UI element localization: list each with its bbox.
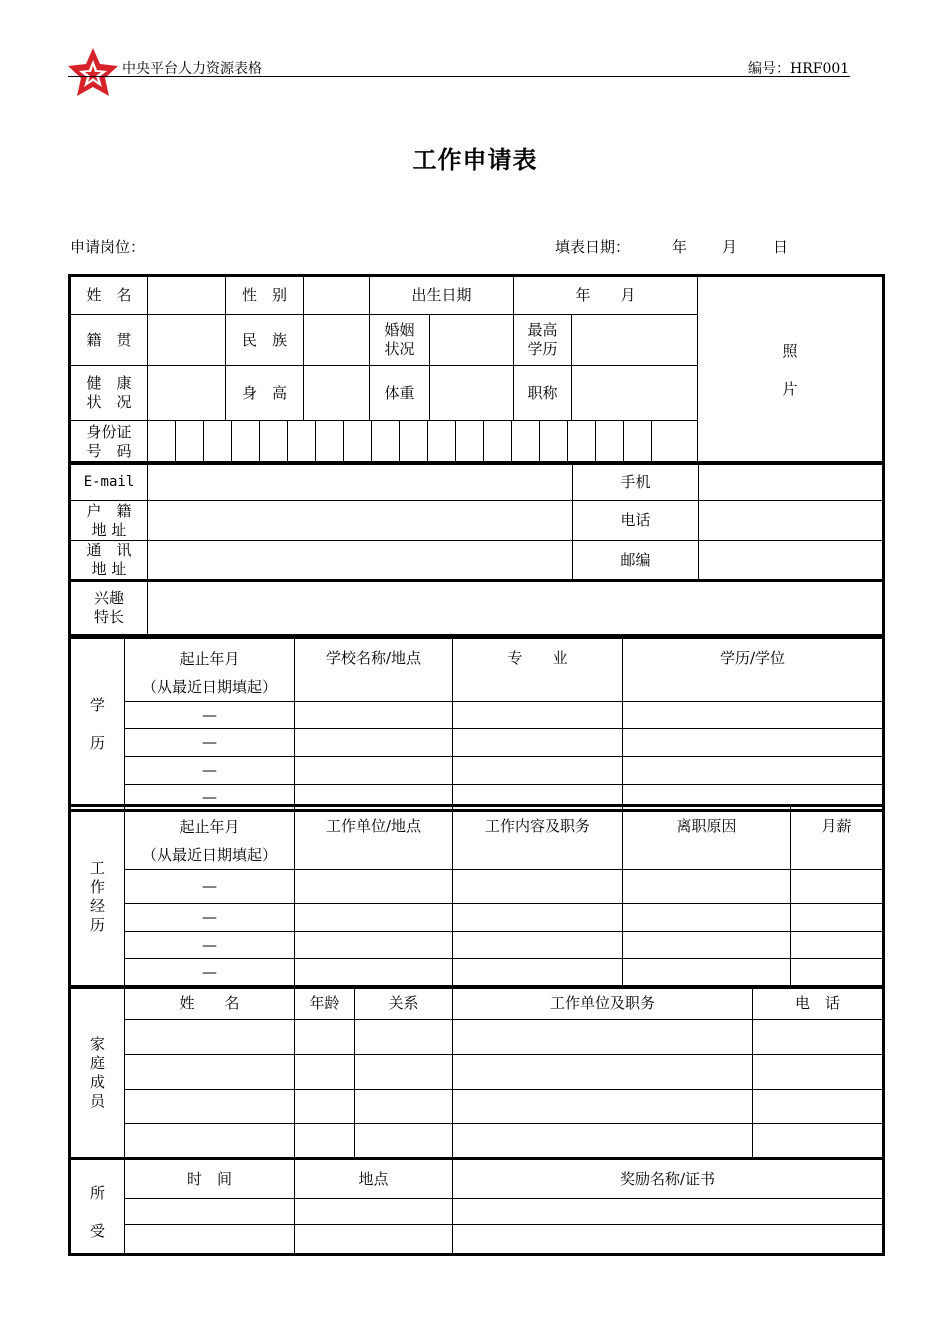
input-gender[interactable] [304, 276, 370, 315]
family-phone-input[interactable] [753, 1090, 884, 1124]
work-salary-input[interactable] [791, 904, 884, 932]
family-side-label [70, 987, 125, 1159]
edu-degree-input[interactable] [623, 702, 884, 729]
company-logo [66, 46, 120, 100]
id-1: 身份证 [86, 422, 132, 441]
awards-place-input[interactable] [295, 1199, 453, 1225]
edu-period-input[interactable]: — [125, 785, 295, 811]
position-label: 申请岗位： [70, 238, 146, 256]
id-digit[interactable] [596, 421, 624, 462]
awards-side-1: 所 [89, 1184, 105, 1202]
input-zip[interactable] [699, 541, 884, 581]
edu-degree-input[interactable] [623, 757, 884, 785]
label-title: 职称 [514, 366, 572, 421]
input-birth[interactable]: 年 月 [514, 276, 698, 315]
work-reason-input[interactable] [623, 904, 791, 932]
family-relation-input[interactable] [355, 1124, 453, 1159]
work-period-input[interactable]: — [125, 959, 295, 988]
family-age-input[interactable] [295, 1090, 355, 1124]
work-col-period [125, 806, 295, 870]
hukou-1: 户 籍 [86, 501, 132, 520]
work-duty-input[interactable] [453, 904, 623, 932]
input-height[interactable] [304, 366, 370, 421]
family-col-phone: 电 话 [753, 987, 884, 1020]
work-duty-input[interactable] [453, 932, 623, 959]
edu-period-input[interactable]: — [125, 729, 295, 757]
input-native[interactable] [148, 315, 226, 366]
education-side-label [70, 638, 125, 811]
health-1: 健 康 [86, 374, 132, 392]
label-edu [514, 315, 572, 366]
awards-award-input[interactable] [453, 1199, 884, 1225]
edu-1: 最高 [527, 321, 558, 339]
family-relation-input[interactable] [355, 1055, 453, 1090]
awards-table [68, 1157, 885, 1256]
edu-col-degree: 学历/学位 [623, 638, 884, 702]
edu-major-input[interactable] [453, 757, 623, 785]
work-period-input[interactable]: — [125, 904, 295, 932]
family-side-1: 家 [89, 1034, 105, 1053]
family-phone-input[interactable] [753, 1020, 884, 1055]
input-weight[interactable] [430, 366, 514, 421]
addr-2: 地 址 [91, 560, 127, 578]
work-period-input[interactable]: — [125, 870, 295, 904]
id-digit[interactable] [148, 421, 176, 462]
work-reason-input[interactable] [623, 932, 791, 959]
work-company-input[interactable] [295, 870, 453, 904]
label-hobby [70, 581, 148, 636]
id-digit[interactable] [372, 421, 400, 462]
label-mobile: 手机 [573, 463, 699, 501]
family-side-4: 员 [89, 1091, 105, 1110]
edu-period-input[interactable]: — [125, 702, 295, 729]
label-marital [370, 315, 430, 366]
label-birth: 出生日期 [370, 276, 514, 315]
education-table [68, 636, 885, 812]
id-digit[interactable] [456, 421, 484, 462]
work-period-label: 起止年月 [179, 818, 240, 836]
input-health[interactable] [148, 366, 226, 421]
input-hukou[interactable] [148, 501, 573, 541]
page-title: 工作申请表 [412, 146, 538, 174]
work-side-1: 工 [89, 858, 105, 877]
work-side-label [70, 806, 125, 988]
work-salary-input[interactable] [791, 959, 884, 988]
id-digit-grid [148, 421, 697, 462]
hukou-2: 地 址 [91, 520, 127, 539]
id-digit[interactable] [232, 421, 260, 462]
edu-2: 学历 [527, 340, 558, 358]
header-org: 中央平台人力资源表格 [122, 61, 262, 77]
label-weight: 体重 [370, 366, 430, 421]
header-rule [68, 76, 850, 77]
photo-label-1: 照 [782, 341, 798, 360]
edu-school-input[interactable] [295, 757, 453, 785]
work-side-4: 历 [89, 915, 105, 934]
edu-school-input[interactable] [295, 702, 453, 729]
edu-period-input[interactable]: — [125, 757, 295, 785]
edu-degree-input[interactable] [623, 729, 884, 757]
family-age-input[interactable] [295, 1055, 355, 1090]
id-digit[interactable] [484, 421, 512, 462]
id-2: 号 码 [86, 441, 132, 460]
work-period-input[interactable]: — [125, 932, 295, 959]
contact-table [68, 461, 885, 582]
awards-col-award: 奖励名称/证书 [453, 1159, 884, 1199]
family-name-input[interactable] [125, 1020, 295, 1055]
edu-col-period [125, 638, 295, 702]
id-digit[interactable] [316, 421, 344, 462]
label-native: 籍 贯 [70, 315, 148, 366]
date-month: 月 [722, 238, 738, 256]
awards-clip [66, 1157, 886, 1240]
input-edu[interactable] [572, 315, 698, 366]
date-day: 日 [773, 238, 789, 256]
edu-period-label: 起止年月 [179, 650, 240, 668]
label-gender: 性 别 [226, 276, 304, 315]
family-company-input[interactable] [453, 1124, 753, 1159]
marital-2: 状况 [384, 340, 415, 358]
date-year: 年 [672, 238, 688, 256]
label-email: E-mail [70, 463, 148, 501]
health-2: 状 况 [86, 393, 132, 411]
id-digit[interactable] [540, 421, 568, 462]
edu-period-note: （从最近日期填起） [141, 678, 277, 696]
work-reason-input[interactable] [623, 959, 791, 988]
label-id [70, 421, 148, 464]
work-side-2: 作 [89, 877, 105, 896]
basic-info-table [68, 274, 885, 465]
family-table [68, 985, 885, 1160]
input-mobile[interactable] [699, 463, 884, 501]
awards-col-time: 时 间 [125, 1159, 295, 1199]
family-company-input[interactable] [453, 1090, 753, 1124]
work-col-salary: 月薪 [791, 806, 884, 870]
id-digit[interactable] [176, 421, 204, 462]
input-email[interactable] [148, 463, 573, 501]
family-phone-input[interactable] [753, 1124, 884, 1159]
family-relation-input[interactable] [355, 1020, 453, 1055]
family-name-input[interactable] [125, 1124, 295, 1159]
edu-side-2: 历 [89, 734, 105, 752]
work-salary-input[interactable] [791, 932, 884, 959]
family-company-input[interactable] [453, 1020, 753, 1055]
awards-side-label [70, 1159, 125, 1255]
family-age-input[interactable] [295, 1020, 355, 1055]
edu-major-input[interactable] [453, 729, 623, 757]
id-number-field[interactable] [148, 421, 698, 464]
photo-label-2: 片 [782, 379, 798, 398]
family-side-3: 成 [89, 1072, 105, 1091]
id-digit[interactable] [512, 421, 540, 462]
work-side-3: 经 [89, 896, 105, 915]
family-col-company: 工作单位及职务 [453, 987, 753, 1020]
label-ethnic: 民 族 [226, 315, 304, 366]
work-duty-input[interactable] [453, 959, 623, 988]
awards-award-input[interactable] [453, 1225, 884, 1255]
work-reason-input[interactable] [623, 870, 791, 904]
input-ethnic[interactable] [304, 315, 370, 366]
work-salary-input[interactable] [791, 870, 884, 904]
work-company-input[interactable] [295, 932, 453, 959]
id-digit[interactable] [204, 421, 232, 462]
code-value: HRF001 [790, 61, 850, 77]
awards-time-input[interactable] [125, 1199, 295, 1225]
edu-side-1: 学 [89, 696, 105, 714]
label-hukou [70, 501, 148, 541]
label-address [70, 541, 148, 581]
edu-col-school: 学校名称/地点 [295, 638, 453, 702]
id-digit[interactable] [568, 421, 596, 462]
label-health [70, 366, 148, 421]
family-side-2: 庭 [89, 1053, 105, 1072]
family-relation-input[interactable] [355, 1090, 453, 1124]
id-digit[interactable] [652, 421, 698, 462]
awards-col-place: 地点 [295, 1159, 453, 1199]
header-code [748, 58, 849, 78]
edu-col-major: 专 业 [453, 638, 623, 702]
work-duty-input[interactable] [453, 870, 623, 904]
work-company-input[interactable] [295, 959, 453, 988]
work-col-company: 工作单位/地点 [295, 806, 453, 870]
addr-1: 通 讯 [86, 541, 132, 559]
family-company-input[interactable] [453, 1055, 753, 1090]
label-zip: 邮编 [573, 541, 699, 581]
awards-time-input[interactable] [125, 1225, 295, 1255]
input-title[interactable] [572, 366, 698, 421]
work-col-duty: 工作内容及职务 [453, 806, 623, 870]
id-digit[interactable] [428, 421, 456, 462]
input-name[interactable] [148, 276, 226, 315]
label-height: 身 高 [226, 366, 304, 421]
family-name-input[interactable] [125, 1090, 295, 1124]
input-marital[interactable] [430, 315, 514, 366]
family-col-age: 年龄 [295, 987, 355, 1020]
work-col-reason: 离职原因 [623, 806, 791, 870]
marital-1: 婚姻 [384, 321, 415, 339]
label-name: 姓 名 [70, 276, 148, 315]
hobby-table [68, 579, 885, 637]
work-period-note: （从最近日期填起） [141, 846, 277, 864]
work-table [68, 804, 885, 989]
input-address[interactable] [148, 541, 573, 581]
id-digit[interactable] [624, 421, 652, 462]
family-col-relation: 关系 [355, 987, 453, 1020]
label-phone: 电话 [573, 501, 699, 541]
id-digit[interactable] [260, 421, 288, 462]
code-label: 编号： [748, 61, 790, 77]
input-phone[interactable] [699, 501, 884, 541]
family-name-input[interactable] [125, 1055, 295, 1090]
hobby-2: 特长 [93, 608, 124, 626]
id-digit[interactable] [400, 421, 428, 462]
family-age-input[interactable] [295, 1124, 355, 1159]
work-company-input[interactable] [295, 904, 453, 932]
photo-box[interactable] [698, 276, 884, 464]
input-hobby[interactable] [148, 581, 884, 636]
family-col-name: 姓 名 [125, 987, 295, 1020]
family-phone-input[interactable] [753, 1055, 884, 1090]
date-label: 填表日期： [555, 238, 631, 256]
id-digit[interactable] [288, 421, 316, 462]
id-digit[interactable] [344, 421, 372, 462]
awards-place-input[interactable] [295, 1225, 453, 1255]
edu-major-input[interactable] [453, 702, 623, 729]
edu-school-input[interactable] [295, 729, 453, 757]
hobby-1: 兴趣 [93, 589, 124, 607]
awards-side-2: 受 [89, 1222, 105, 1240]
